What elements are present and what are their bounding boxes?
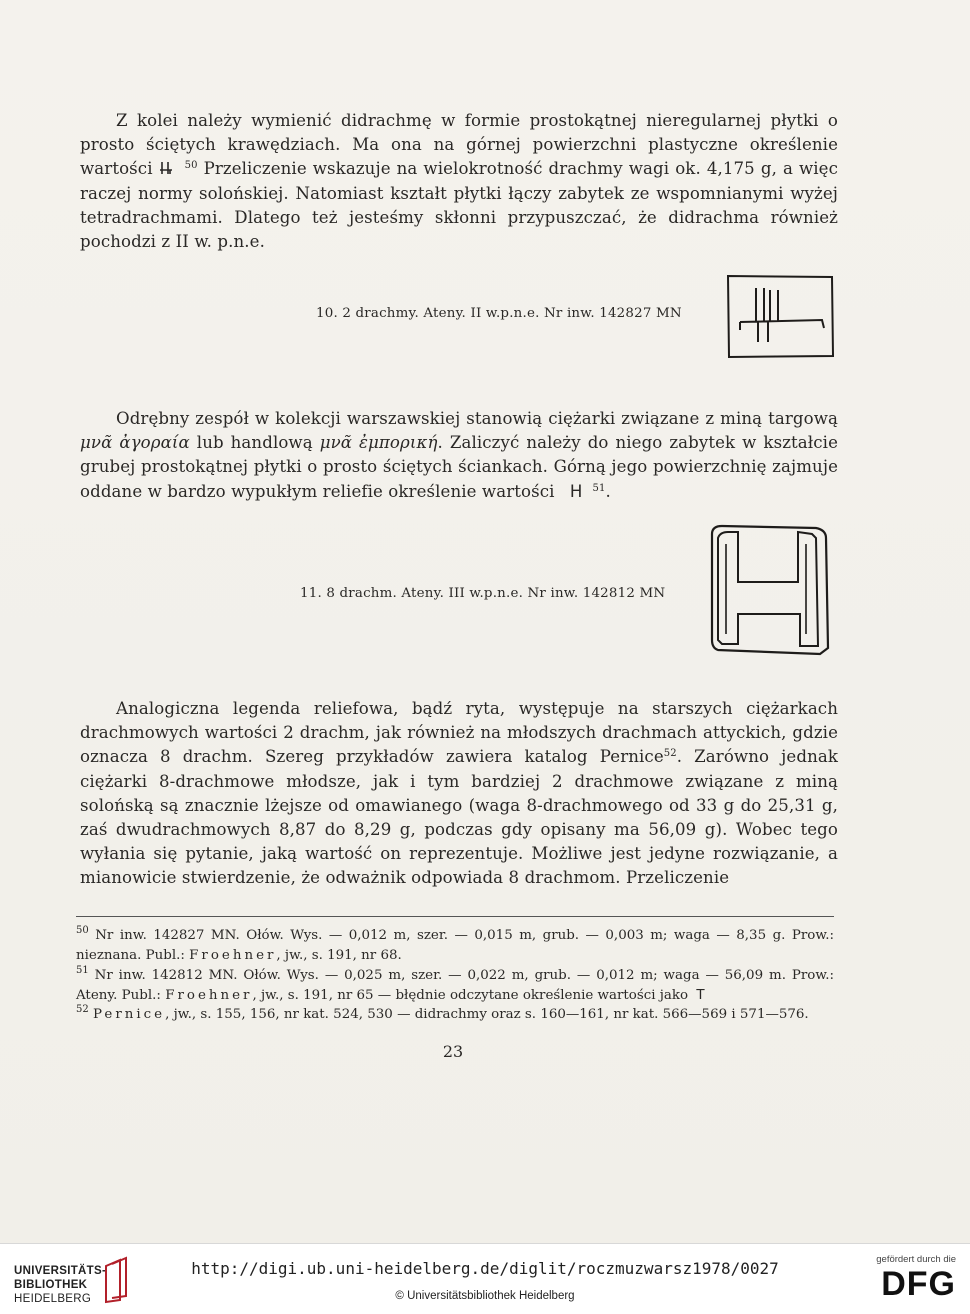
- permalink-url[interactable]: http://digi.ub.uni-heidelberg.de/diglit/roczmuzwarsz1978/0027: [191, 1259, 779, 1278]
- library-name-line3: HEIDELBERG: [14, 1293, 92, 1305]
- footnote-separator: [76, 916, 834, 917]
- paragraph-2-text-c: . Zaliczyć należy do niego zabytek w kształcie grubej prostokątnej płytki o prosto ściętych ściankach. Górną jego powierzchnię zajmuje oddane w bardzo wypukłym reliefie określenie wartości: [80, 433, 838, 501]
- figure-10-drawing: [726, 274, 836, 364]
- footnote-50: [76, 926, 834, 966]
- greek-term-b: μνᾶ ἐμπορική: [319, 433, 438, 453]
- footnote-ref-52: 52: [663, 748, 677, 760]
- weight-8-drachm-drawing: [708, 522, 832, 658]
- paragraph-3-text-a: Analogiczna legenda reliefowa, bądź ryta, występuje na starszych ciężarkach drachmowych wartości 2 drachm, jak również na młodszych drachmach attyckich, gdzie oznacza 8 drachm. Szereg przykładów zawiera katalog Pernice: [80, 699, 838, 767]
- footnote-52-number: 52: [76, 1004, 89, 1015]
- paragraph-1-text-b: Przeliczenie wskazuje na wielokrotność drachmy wagi ok. 4,175 g, a więc raczej normy solońskiej. Natomiast kształt płytki łączy zabytek ze wspomnianymi wyżej tetradrachmami. Dlatego też jesteśmy skłonni przypuszczać, że didrachma również pochodzi z II w. p.n.e.: [80, 159, 838, 252]
- paragraph-3: [80, 697, 838, 891]
- page-number: 23: [442, 1042, 464, 1061]
- library-name-line1: UNIVERSITÄTS-: [14, 1265, 107, 1277]
- value-mark-8-drachm: H: [569, 481, 583, 501]
- figure-10-caption: 10. 2 drachmy. Ateny. II w.p.n.e. Nr inw. 142827 MN: [316, 306, 682, 321]
- dfg-wordmark: DFG: [881, 1265, 956, 1303]
- weight-2-drachm-drawing: [726, 274, 836, 360]
- funded-by-label: gefördert durch die: [876, 1254, 956, 1265]
- footnote-50-text-a: Nr inw. 142827 MN. Ołów. Wys. — 0,012 m, szer. — 0,015 m, grub. — 0,003 m; waga — 8,35 g. Prow.: nieznana. Publ.:: [76, 928, 834, 963]
- footnote-ref-51: 51: [592, 482, 606, 494]
- footnote-52: [76, 1005, 834, 1025]
- digitization-footer: [0, 1243, 970, 1314]
- figure-11-caption: 11. 8 drachm. Ateny. III w.p.n.e. Nr inw. 142812 MN: [300, 586, 666, 601]
- greek-term-a: μνᾶ ἀγοραία: [80, 433, 190, 453]
- footnote-ref-50: 50: [184, 160, 198, 172]
- paragraph-1-text-a: Z kolei należy wymienić didrachmę w formie prostokątnej nieregularnej płytki o prosto ściętych krawędziach. Ma ona na górnej powierzchni plastyczne określenie wartości: [80, 111, 838, 179]
- paragraph-2-text-b: lub handlową: [196, 433, 313, 453]
- paragraph-2-end: .: [605, 481, 611, 501]
- dfg-logo[interactable]: [876, 1254, 956, 1303]
- footnote-51: [76, 966, 834, 1006]
- paragraph-1: [80, 109, 838, 254]
- footnote-52-text-b: , jw., s. 155, 156, nr kat. 524, 530 — didrachmy oraz s. 160—161, nr kat. 566—569 i 571—576.: [165, 1007, 809, 1022]
- footnote-50-text-b: , jw., s. 191, nr 68.: [276, 948, 402, 963]
- paragraph-2-text-a: Odrębny zespół w kolekcji warszawskiej stanowią ciężarki związane z miną targową: [116, 409, 838, 428]
- paragraph-2: [80, 407, 838, 504]
- footnote-52-author: Pernice: [93, 1007, 166, 1022]
- footnote-51-mark: T: [696, 988, 705, 1003]
- footnote-50-author: Froehner: [189, 948, 277, 963]
- value-mark-2-drachm: [159, 158, 179, 172]
- footnote-51-author: Froehner: [165, 988, 253, 1003]
- library-name-line2: BIBLIOTHEK: [14, 1279, 88, 1291]
- footnote-51-number: 51: [76, 965, 89, 976]
- value-mark-icon: [159, 161, 179, 175]
- footnote-51-text-a: Nr inw. 142812 MN. Ołów. Wys. — 0,025 m, szer. — 0,022 m, grub. — 0,012 m; waga — 56,09 m. Prow.: Ateny. Publ.:: [76, 968, 834, 1003]
- copyright-notice: © Universitätsbibliothek Heidelberg: [395, 1290, 575, 1302]
- footnote-51-text-b: , jw., s. 191, nr 65 — błędnie odczytane określenie wartości jako: [252, 988, 689, 1003]
- paragraph-3-text-b: . Zarówno jednak ciężarki 8-drachmowe młodsze, jak i tym bardziej 2 drachmowe związane z miną solońską są znacznie lżejsze od omawianego (waga 8-drachmowego od 33 g do 25,31 g, zaś dwudrachmowych 8,87 do 8,29 g, podczas gdy opisany ma 56,09 g). Wobec tego wyłania się pytanie, jaką wartość on reprezentuje. Możliwe jest jedyne rozwiązanie, a mianowicie stwierdzenie, że odważnik odpowiada 8 drachmom. Przeliczenie: [80, 747, 839, 888]
- figure-11-drawing: [708, 522, 832, 662]
- footnote-50-number: 50: [76, 925, 89, 936]
